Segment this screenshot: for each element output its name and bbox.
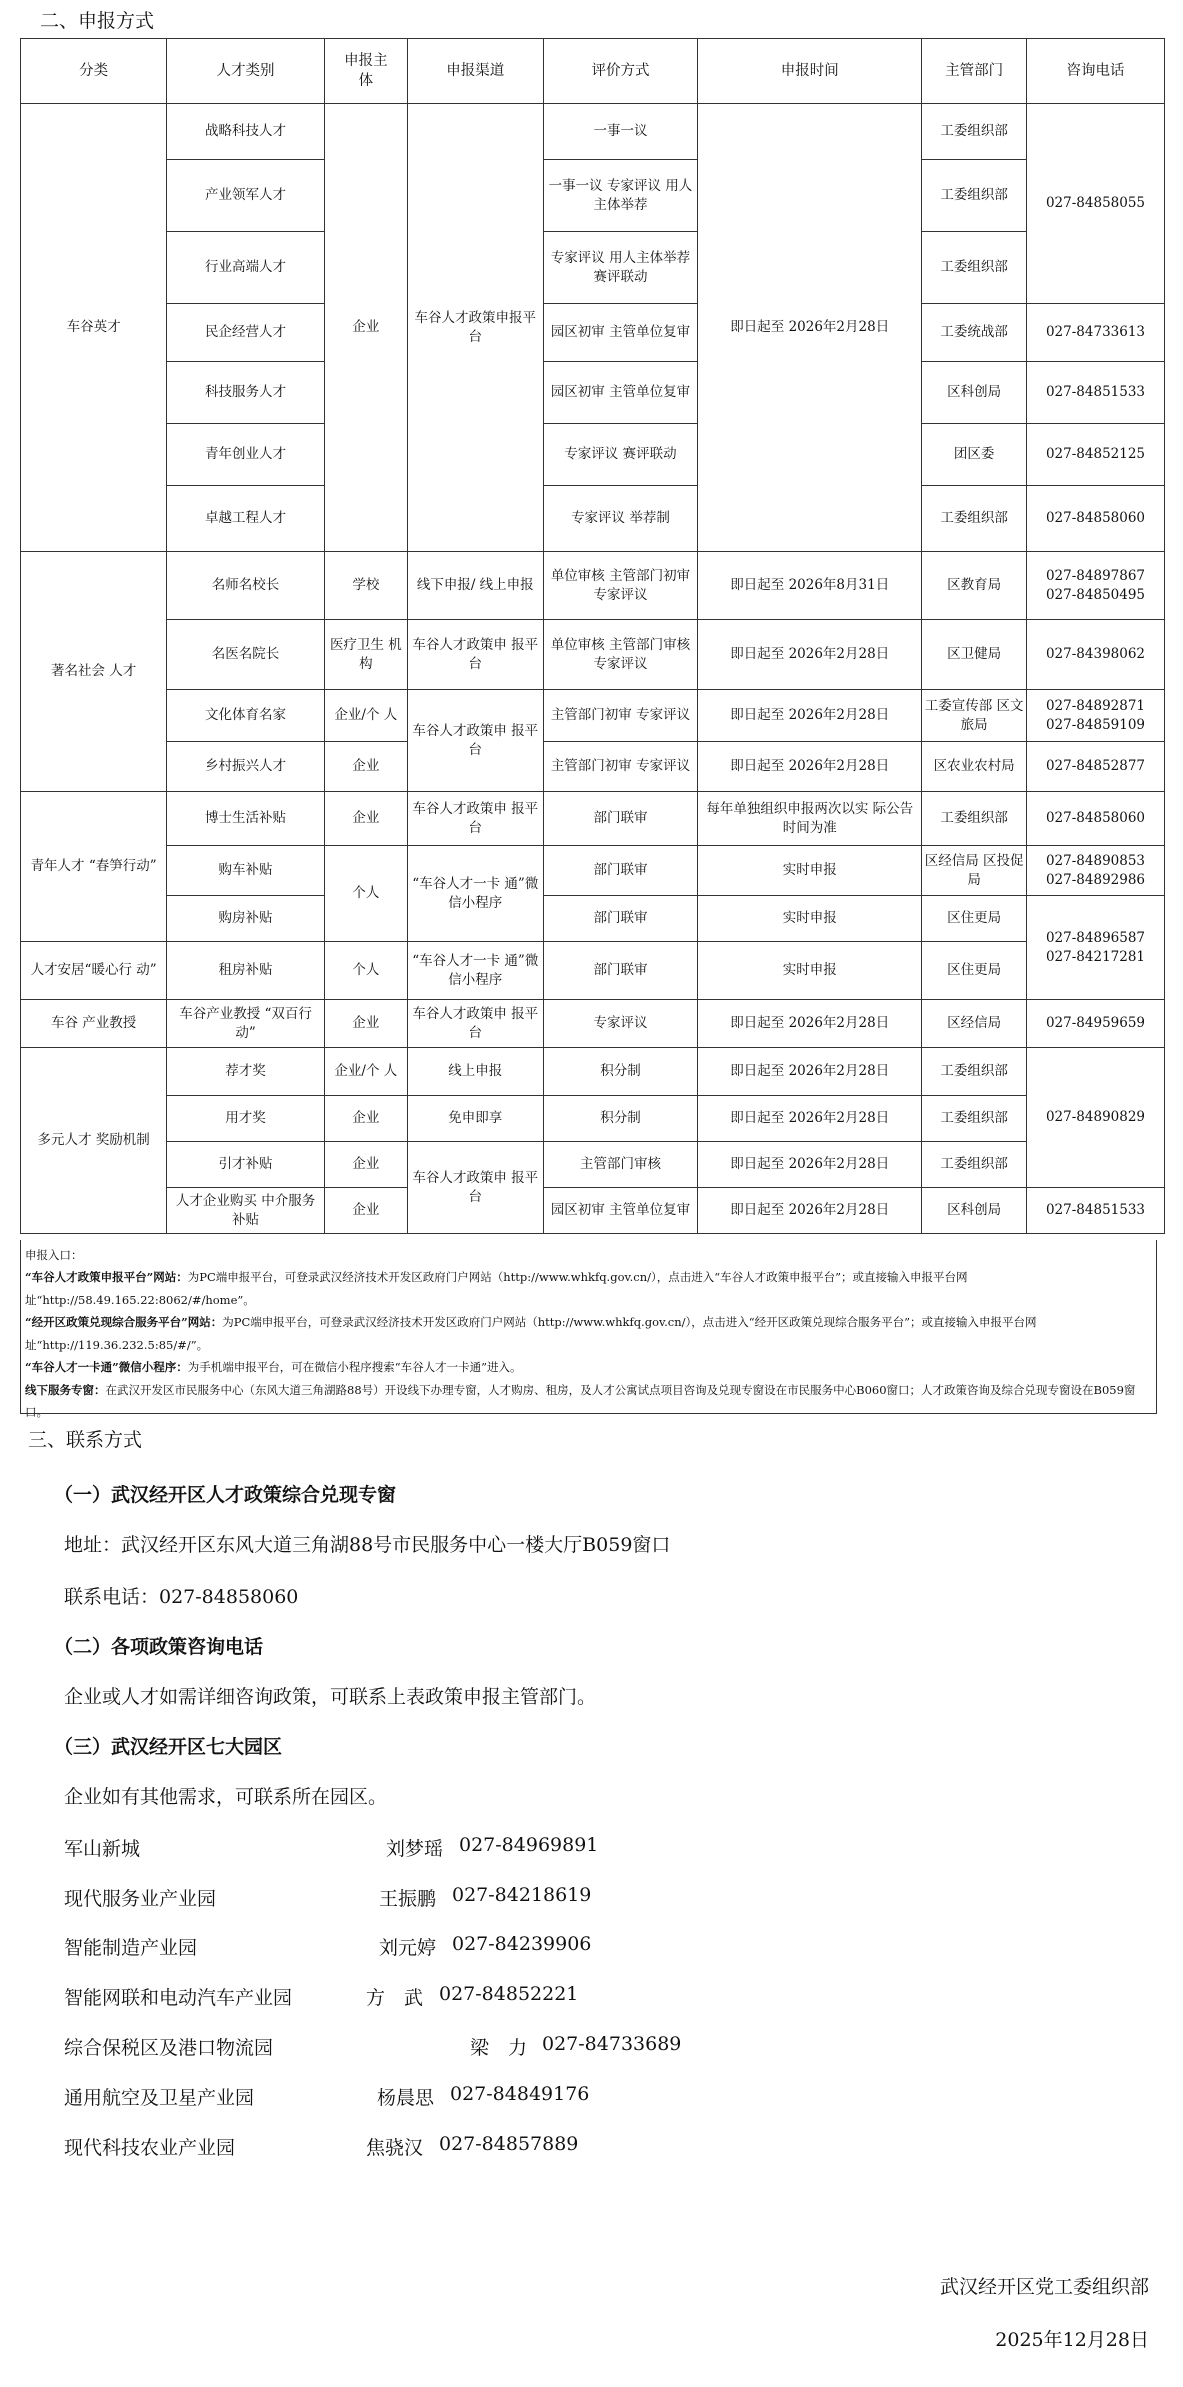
talent-type-cell: 购车补贴	[167, 846, 325, 896]
eval-cell: 专家评议	[543, 1000, 698, 1048]
subject-cell: 学校	[324, 552, 407, 620]
subject-cell: 个人	[324, 942, 407, 1000]
table-header-row	[21, 39, 1165, 104]
dept-cell: 工委组织部	[922, 160, 1027, 232]
subject-cell: 企业	[324, 1096, 407, 1142]
subject-cell: 企业/个 人	[324, 1048, 407, 1096]
table-row	[21, 792, 1165, 846]
eval-cell: 主管部门审核	[543, 1142, 698, 1188]
park-name: 现代科技农业产业园	[64, 2137, 236, 2159]
eval-cell: 积分制	[543, 1096, 698, 1142]
eval-cell: 部门联审	[543, 846, 698, 896]
talent-type-cell: 租房补贴	[167, 942, 325, 1000]
park-name: 通用航空及卫星产业园	[64, 2087, 255, 2109]
table-row	[21, 620, 1165, 690]
channel-cell: 车谷人才政策申 报平台	[407, 1142, 543, 1234]
dept-cell: 工委组织部	[922, 792, 1027, 846]
phone-cell: 027-84890853 027-84892986	[1027, 846, 1165, 896]
phone-cell: 027-84959659	[1027, 1000, 1165, 1048]
park-name: 综合保税区及港口物流园	[64, 2037, 274, 2059]
declaration-table	[20, 38, 1165, 1234]
dept-cell: 区教育局	[922, 552, 1027, 620]
talent-type-cell: 产业领军人才	[167, 160, 325, 232]
talent-type-cell: 科技服务人才	[167, 362, 325, 424]
park-name: 智能网联和电动汽车产业园	[64, 1987, 293, 2009]
park-name: 现代服务业产业园	[64, 1888, 217, 1910]
time-cell: 即日起至 2026年2月28日	[698, 1048, 922, 1096]
subsection-2-title: （二）各项政策咨询电话	[54, 1636, 264, 1658]
header-department: 主管部门	[922, 39, 1027, 104]
park-contact: 王振鹏	[379, 1888, 437, 1910]
note-title: 线下服务专窗：	[25, 1382, 106, 1397]
header-phone: 咨询电话	[1027, 39, 1165, 104]
subject-cell: 企业/个 人	[324, 690, 407, 742]
table-row	[21, 552, 1165, 620]
talent-type-cell: 荐才奖	[167, 1048, 325, 1096]
park-contact: 焦骁汉	[366, 2137, 424, 2159]
time-cell: 即日起至 2026年2月28日	[698, 1188, 922, 1234]
channel-cell: “车谷人才一卡 通”微信小程序	[407, 942, 543, 1000]
note-text: 在武汉开发区市民服务中心（东风大道三角湖路88号）开设线下办理专窗，人才购房、租房，及人才公寓试点项目咨询及兑现专窗设在市民服务中心B060窗口；人才政策咨询及综合兑现专窗设在B059窗口。	[25, 1382, 1136, 1419]
table-row	[21, 104, 1165, 160]
dept-cell: 区农业农村局	[922, 742, 1027, 792]
time-cell: 实时申报	[698, 846, 922, 896]
subject-cell: 企业	[324, 1188, 407, 1234]
channel-cell: 车谷人才政策申 报平台	[407, 690, 543, 792]
category-cell: 著名社会 人才	[21, 552, 167, 792]
eval-cell: 积分制	[543, 1048, 698, 1096]
park-row	[64, 2133, 964, 2163]
park-row	[64, 1884, 964, 1914]
park-row	[64, 2033, 964, 2063]
table-row	[21, 1142, 1165, 1188]
park-row	[64, 2083, 964, 2113]
time-cell: 即日起至 2026年2月28日	[698, 1000, 922, 1048]
talent-type-cell: 青年创业人才	[167, 424, 325, 486]
subject-cell: 企业	[324, 1000, 407, 1048]
talent-type-cell: 名师名校长	[167, 552, 325, 620]
phone-cell: 027-84890829	[1027, 1048, 1165, 1188]
phone-cell: 027-84398062	[1027, 620, 1165, 690]
section2-title: 二、申报方式	[40, 10, 155, 32]
table-row	[21, 1096, 1165, 1142]
park-name: 军山新城	[64, 1838, 141, 1860]
table-row	[21, 1000, 1165, 1048]
phone-cell: 027-84851533	[1027, 362, 1165, 424]
note-item	[25, 1266, 1152, 1311]
header-time: 申报时间	[698, 39, 922, 104]
park-contact: 刘元婷	[379, 1937, 437, 1959]
eval-cell: 主管部门初审 专家评议	[543, 742, 698, 792]
time-cell: 即日起至 2026年2月28日	[698, 620, 922, 690]
signature-date: 2025年12月28日	[995, 2329, 1149, 2351]
subject-cell: 企业	[324, 104, 407, 552]
subject-cell: 个人	[324, 846, 407, 942]
section3-title: 三、联系方式	[28, 1429, 143, 1451]
table-row	[21, 690, 1165, 742]
dept-cell: 工委统战部	[922, 304, 1027, 362]
table-row	[21, 1188, 1165, 1234]
table-row	[21, 362, 1165, 424]
note-title: “经开区政策兑现综合服务平台”网站：	[25, 1315, 223, 1330]
dept-cell: 工委组织部	[922, 104, 1027, 160]
eval-cell: 一事一议	[543, 104, 698, 160]
talent-type-cell: 引才补贴	[167, 1142, 325, 1188]
time-cell: 即日起至 2026年2月28日	[698, 690, 922, 742]
table-row	[21, 1048, 1165, 1096]
dept-cell: 工委组织部	[922, 232, 1027, 304]
eval-cell: 专家评议 举荐制	[543, 486, 698, 552]
park-contact: 方 武	[366, 1987, 424, 2009]
category-cell: 青年人才 “春笋行动”	[21, 792, 167, 942]
dept-cell: 工委组织部	[922, 1048, 1027, 1096]
table-row	[21, 896, 1165, 942]
dept-cell: 工委组织部	[922, 486, 1027, 552]
eval-cell: 园区初审 主管单位复审	[543, 362, 698, 424]
subject-cell: 企业	[324, 1142, 407, 1188]
phone-cell: 027-84897867 027-84850495	[1027, 552, 1165, 620]
dept-cell: 区科创局	[922, 362, 1027, 424]
note-title: “车谷人才政策申报平台”网站：	[25, 1270, 188, 1285]
category-cell: 车谷英才	[21, 104, 167, 552]
channel-cell: 车谷人才政策申报平台	[407, 104, 543, 552]
phone-cell: 027-84892871 027-84859109	[1027, 690, 1165, 742]
time-cell: 每年单独组织申报两次以实 际公告时间为准	[698, 792, 922, 846]
dept-cell: 区住更局	[922, 942, 1027, 1000]
category-cell: 人才安居“暖心行 动”	[21, 942, 167, 1000]
note-item	[25, 1311, 1152, 1356]
park-row	[64, 1983, 964, 2013]
time-cell: 即日起至 2026年8月31日	[698, 552, 922, 620]
eval-cell: 部门联审	[543, 942, 698, 1000]
channel-cell: 车谷人才政策申 报平台	[407, 792, 543, 846]
channel-cell: “车谷人才一卡 通”微信小程序	[407, 846, 543, 942]
talent-type-cell: 卓越工程人才	[167, 486, 325, 552]
channel-cell: 免申即享	[407, 1096, 543, 1142]
table-row	[21, 232, 1165, 304]
note-text: 为手机端申报平台，可在微信小程序搜索“车谷人才一卡通”进入。	[187, 1360, 522, 1375]
eval-cell: 专家评议 赛评联动	[543, 424, 698, 486]
park-phone: 027-84218619	[452, 1884, 592, 1906]
park-phone: 027-84733689	[542, 2033, 682, 2055]
park-phone: 027-84852221	[439, 1983, 579, 2005]
dept-cell: 区卫健局	[922, 620, 1027, 690]
phone-cell: 027-84896587 027-84217281	[1027, 896, 1165, 1000]
table-row	[21, 942, 1165, 1000]
eval-cell: 部门联审	[543, 792, 698, 846]
subsection-1-title: （一）武汉经开区人才政策综合兑现专窗	[54, 1484, 397, 1506]
header-talent-type: 人才类别	[167, 39, 325, 104]
header-evaluation: 评价方式	[543, 39, 698, 104]
channel-cell: 车谷人才政策申 报平台	[407, 620, 543, 690]
eval-cell: 一事一议 专家评议 用人主体举荐	[543, 160, 698, 232]
time-cell: 即日起至 2026年2月28日	[698, 1142, 922, 1188]
park-phone: 027-84857889	[439, 2133, 579, 2155]
note-text: 为PC端申报平台，可登录武汉经济技术开发区政府门户网站（http://www.whkfq.gov.cn/），点击进入“经开区政策兑现综合服务平台”；或直接输入申报平台网址“http://119.36.232.5:85/#/”。	[25, 1315, 1037, 1352]
park-phone: 027-84969891	[459, 1834, 599, 1856]
eval-cell: 园区初审 主管单位复审	[543, 1188, 698, 1234]
note-text: 为PC端申报平台，可登录武汉经济技术开发区政府门户网站（http://www.whkfq.gov.cn/），点击进入“车谷人才政策申报平台”；或直接输入申报平台网址“http://58.49.165.22:8062/#/home”。	[25, 1270, 968, 1307]
time-cell: 实时申报	[698, 896, 922, 942]
note-item	[25, 1356, 1152, 1378]
header-subject: 申报主体	[324, 39, 407, 104]
note-item	[25, 1379, 1152, 1424]
subject-cell: 企业	[324, 792, 407, 846]
subsection-3-title: （三）武汉经开区七大园区	[54, 1736, 283, 1758]
park-row	[64, 1834, 964, 1864]
signature-org: 武汉经开区党工委组织部	[939, 2276, 1149, 2298]
talent-type-cell: 用才奖	[167, 1096, 325, 1142]
park-contact: 梁 力	[470, 2037, 528, 2059]
dept-cell: 区科创局	[922, 1188, 1027, 1234]
eval-cell: 单位审核 主管部门初审 专家评议	[543, 552, 698, 620]
dept-cell: 工委宣传部 区文旅局	[922, 690, 1027, 742]
phone-cell: 027-84852125	[1027, 424, 1165, 486]
talent-type-cell: 名医名院长	[167, 620, 325, 690]
category-cell: 车谷 产业教授	[21, 1000, 167, 1048]
contact-phone-text: 联系电话：027-84858060	[64, 1586, 299, 1608]
table-row	[21, 424, 1165, 486]
dept-cell: 区经信局	[922, 1000, 1027, 1048]
channel-cell: 线上申报	[407, 1048, 543, 1096]
talent-type-cell: 乡村振兴人才	[167, 742, 325, 792]
notes-entry: 申报入口：	[25, 1248, 83, 1262]
declaration-notes	[20, 1240, 1157, 1419]
table-row	[21, 160, 1165, 232]
phone-cell: 027-84851533	[1027, 1188, 1165, 1234]
eval-cell: 专家评议 用人主体举荐 赛评联动	[543, 232, 698, 304]
dept-cell: 团区委	[922, 424, 1027, 486]
eval-cell: 主管部门初审 专家评议	[543, 690, 698, 742]
time-cell: 即日起至 2026年2月28日	[698, 1096, 922, 1142]
phone-cell: 027-84858060	[1027, 792, 1165, 846]
table-row	[21, 742, 1165, 792]
park-contact: 杨晨思	[377, 2087, 435, 2109]
talent-type-cell: 民企经营人才	[167, 304, 325, 362]
channel-cell: 车谷人才政策申 报平台	[407, 1000, 543, 1048]
table-row	[21, 486, 1165, 552]
eval-cell: 单位审核 主管部门审核 专家评议	[543, 620, 698, 690]
dept-cell: 工委组织部	[922, 1142, 1027, 1188]
header-channel: 申报渠道	[407, 39, 543, 104]
channel-cell: 线下申报/ 线上申报	[407, 552, 543, 620]
time-cell: 实时申报	[698, 942, 922, 1000]
park-row	[64, 1933, 964, 1963]
address-text: 地址：武汉经开区东风大道三角湖88号市民服务中心一楼大厅B059窗口	[64, 1534, 671, 1556]
table-row	[21, 304, 1165, 362]
subsection-2-text: 企业或人才如需详细咨询政策，可联系上表政策申报主管部门。	[64, 1686, 597, 1708]
talent-type-cell: 博士生活补贴	[167, 792, 325, 846]
talent-type-cell: 购房补贴	[167, 896, 325, 942]
park-phone: 027-84239906	[452, 1933, 592, 1955]
talent-type-cell: 战略科技人才	[167, 104, 325, 160]
dept-cell: 区住更局	[922, 896, 1027, 942]
phone-cell: 027-84858055	[1027, 104, 1165, 304]
phone-cell: 027-84852877	[1027, 742, 1165, 792]
time-cell: 即日起至 2026年2月28日	[698, 104, 922, 552]
table-row	[21, 846, 1165, 896]
eval-cell: 园区初审 主管单位复审	[543, 304, 698, 362]
eval-cell: 部门联审	[543, 896, 698, 942]
phone-cell: 027-84858060	[1027, 486, 1165, 552]
subject-cell: 企业	[324, 742, 407, 792]
park-contact: 刘梦瑶	[386, 1838, 444, 1860]
talent-type-cell: 行业高端人才	[167, 232, 325, 304]
park-phone: 027-84849176	[450, 2083, 590, 2105]
phone-cell: 027-84733613	[1027, 304, 1165, 362]
talent-type-cell: 文化体育名家	[167, 690, 325, 742]
subject-cell: 医疗卫生 机构	[324, 620, 407, 690]
category-cell: 多元人才 奖励机制	[21, 1048, 167, 1234]
dept-cell: 工委组织部	[922, 1096, 1027, 1142]
talent-type-cell: 车谷产业教授 “双百行动”	[167, 1000, 325, 1048]
note-title: “车谷人才一卡通”微信小程序：	[25, 1360, 188, 1375]
dept-cell: 区经信局 区投促局	[922, 846, 1027, 896]
header-category: 分类	[21, 39, 167, 104]
subsection-3-text: 企业如有其他需求，可联系所在园区。	[64, 1786, 388, 1808]
talent-type-cell: 人才企业购买 中介服务补贴	[167, 1188, 325, 1234]
park-name: 智能制造产业园	[64, 1937, 198, 1959]
time-cell: 即日起至 2026年2月28日	[698, 742, 922, 792]
